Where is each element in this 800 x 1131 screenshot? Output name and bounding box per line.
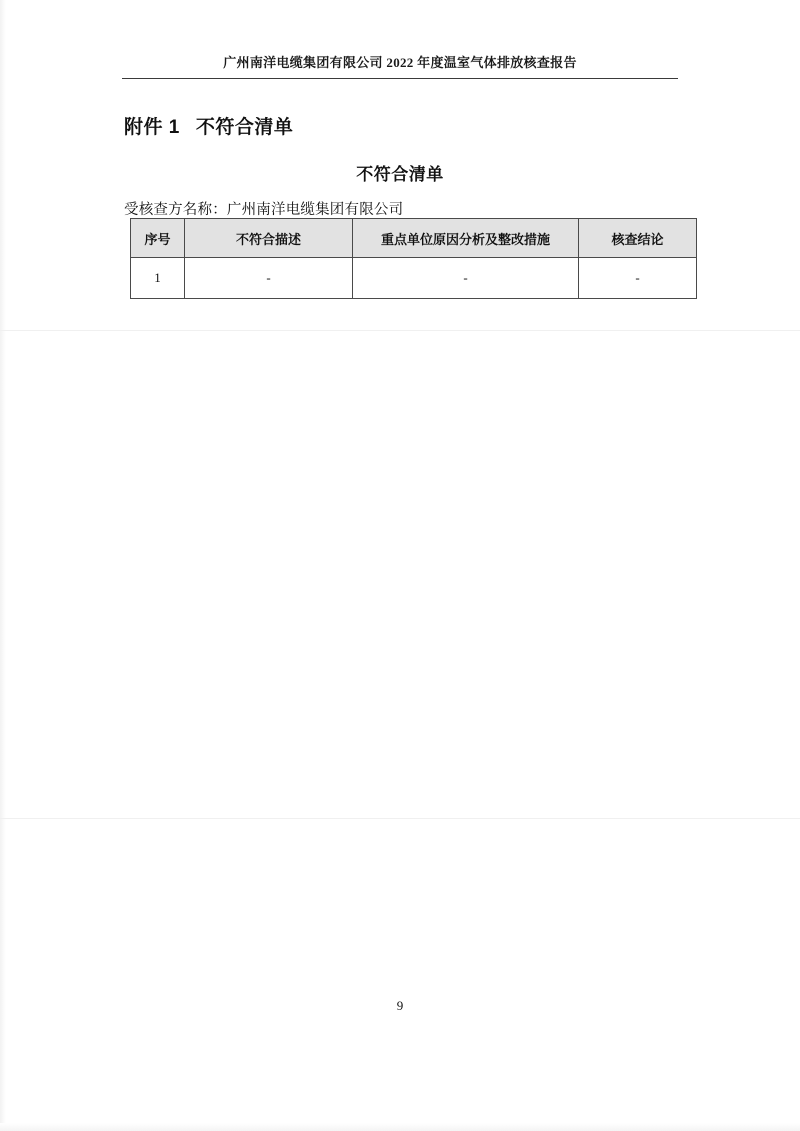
party-label: 受核查方名称： [124, 202, 227, 218]
section-title: 不符合清单 [356, 165, 444, 184]
running-header: 广州南洋电缆集团有限公司 2022 年度温室气体排放核查报告 [223, 55, 577, 70]
attachment-title-text: 不符合清单 [195, 117, 294, 138]
party-name: 广州南洋电缆集团有限公司 [226, 202, 404, 218]
cell-cause-and-action: - [353, 258, 579, 299]
table-header-cause: 重点单位原因分析及整改措施 [353, 219, 579, 258]
page-number: 9 [396, 998, 404, 1013]
cell-conclusion: - [579, 258, 697, 299]
scan-artifact-line [0, 330, 800, 331]
table-row [131, 258, 697, 299]
table-header-row [131, 219, 697, 258]
cell-index: 1 [131, 258, 185, 299]
header-rule [122, 78, 678, 79]
scan-edge-left [0, 0, 6, 1131]
party-line [124, 198, 403, 219]
table-header-index: 序号 [131, 219, 185, 258]
table-header-description: 不符合描述 [185, 219, 353, 258]
cell-description: - [185, 258, 353, 299]
attachment-label: 附件 1 [124, 117, 180, 138]
scan-edge-bottom [0, 1123, 800, 1131]
table-header-conclusion: 核查结论 [579, 219, 697, 258]
scan-artifact-line [0, 818, 800, 819]
nonconformity-table [130, 218, 697, 299]
page-title [124, 112, 293, 139]
